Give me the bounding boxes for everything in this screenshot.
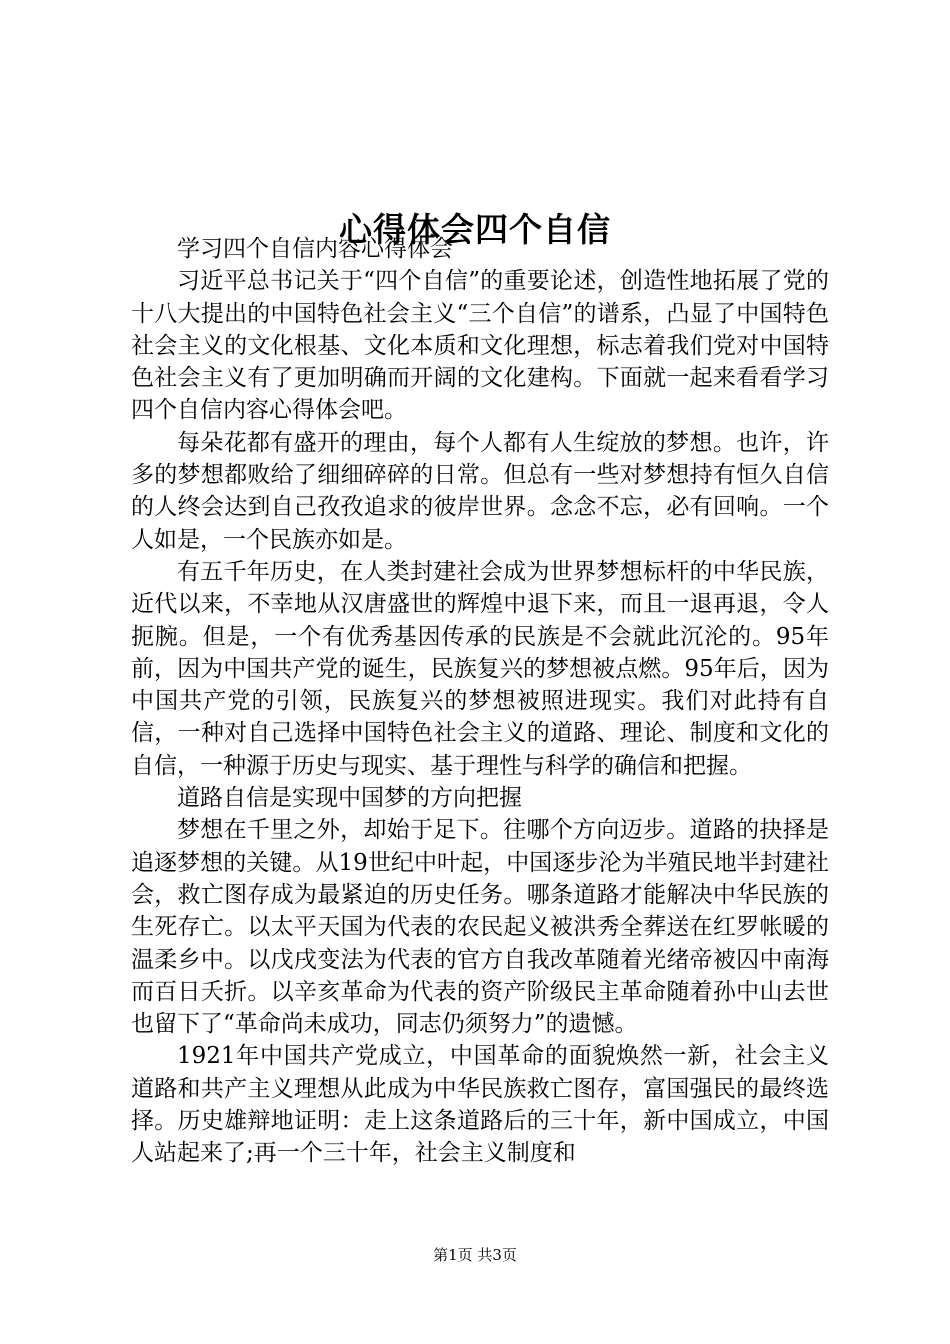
paragraph: 梦想在千里之外，却始于足下。往哪个方向迈步。道路的抉择是追逐梦想的关键。从19世纪中叶起，中国逐步沦为半殖民地半封建社会，救亡图存成为最紧迫的历史任务。哪条道路才能解决中华民族的生死存亡。以太平天国为代表的农民起义被洪秀全葬送在红罗帐暖的温柔乡中。以戊戌变法为代表的官方自我改革随着光绪帝被囚中南海而百日夭折。以辛亥革命为代表的资产阶级民主革命随着孙中山去世也留下了“革命尚未成功，同志仍须努力”的遗憾。 (131, 817, 829, 1038)
page-footer: 第1页 共3页 (433, 1246, 517, 1264)
section-heading: 道路自信是实现中国梦的方向把握 (177, 785, 522, 812)
paragraph: 每朵花都有盛开的理由，每个人都有人生绽放的梦想。也许，许多的梦想都败给了细细碎碎的日常。但总有一些对梦想持有恒久自信的人终会达到自己孜孜追求的彼岸世界。念念不忘，必有回响。一个人如是，一个民族亦如是。 (131, 429, 829, 553)
paragraph: 习近平总书记关于“四个自信”的重要论述，创造性地拓展了党的十八大提出的中国特色社会主义“三个自信”的谱系，凸显了中国特色社会主义的文化根基、文化本质和文化理想，标志着我们党对中国特色社会主义有了更加明确而开阔的文化建构。下面就一起来看看学习四个自信内容心得体会吧。 (131, 268, 829, 424)
paragraph: 有五千年历史，在人类封建社会成为世界梦想标杆的中华民族，近代以来，不幸地从汉唐盛世的辉煌中退下来，而且一退再退，令人扼腕。但是，一个有优秀基因传承的民族是不会就此沉沦的。95年前，因为中国共产党的诞生，民族复兴的梦想被点燃。95年后，因为中国共产党的引领，民族复兴的梦想被照进现实。我们对此持有自信，一种对自己选择中国特色社会主义的道路、理论、制度和文化的自信，一种源于历史与现实、基于理性与科学的确信和把握。 (131, 558, 829, 779)
paragraph: 1921年中国共产党成立，中国革命的面貌焕然一新，社会主义道路和共产主义理想从此成为中华民族救亡图存，富国强民的最终选择。历史雄辩地证明：走上这条道路后的三十年，新中国成立，中国人站起来了;再一个三十年，社会主义制度和 (131, 1043, 829, 1167)
paragraph-subtitle: 学习四个自信内容心得体会 (177, 236, 453, 262)
document-title: 心得体会四个自信 (339, 210, 611, 250)
document-body (131, 233, 829, 1170)
